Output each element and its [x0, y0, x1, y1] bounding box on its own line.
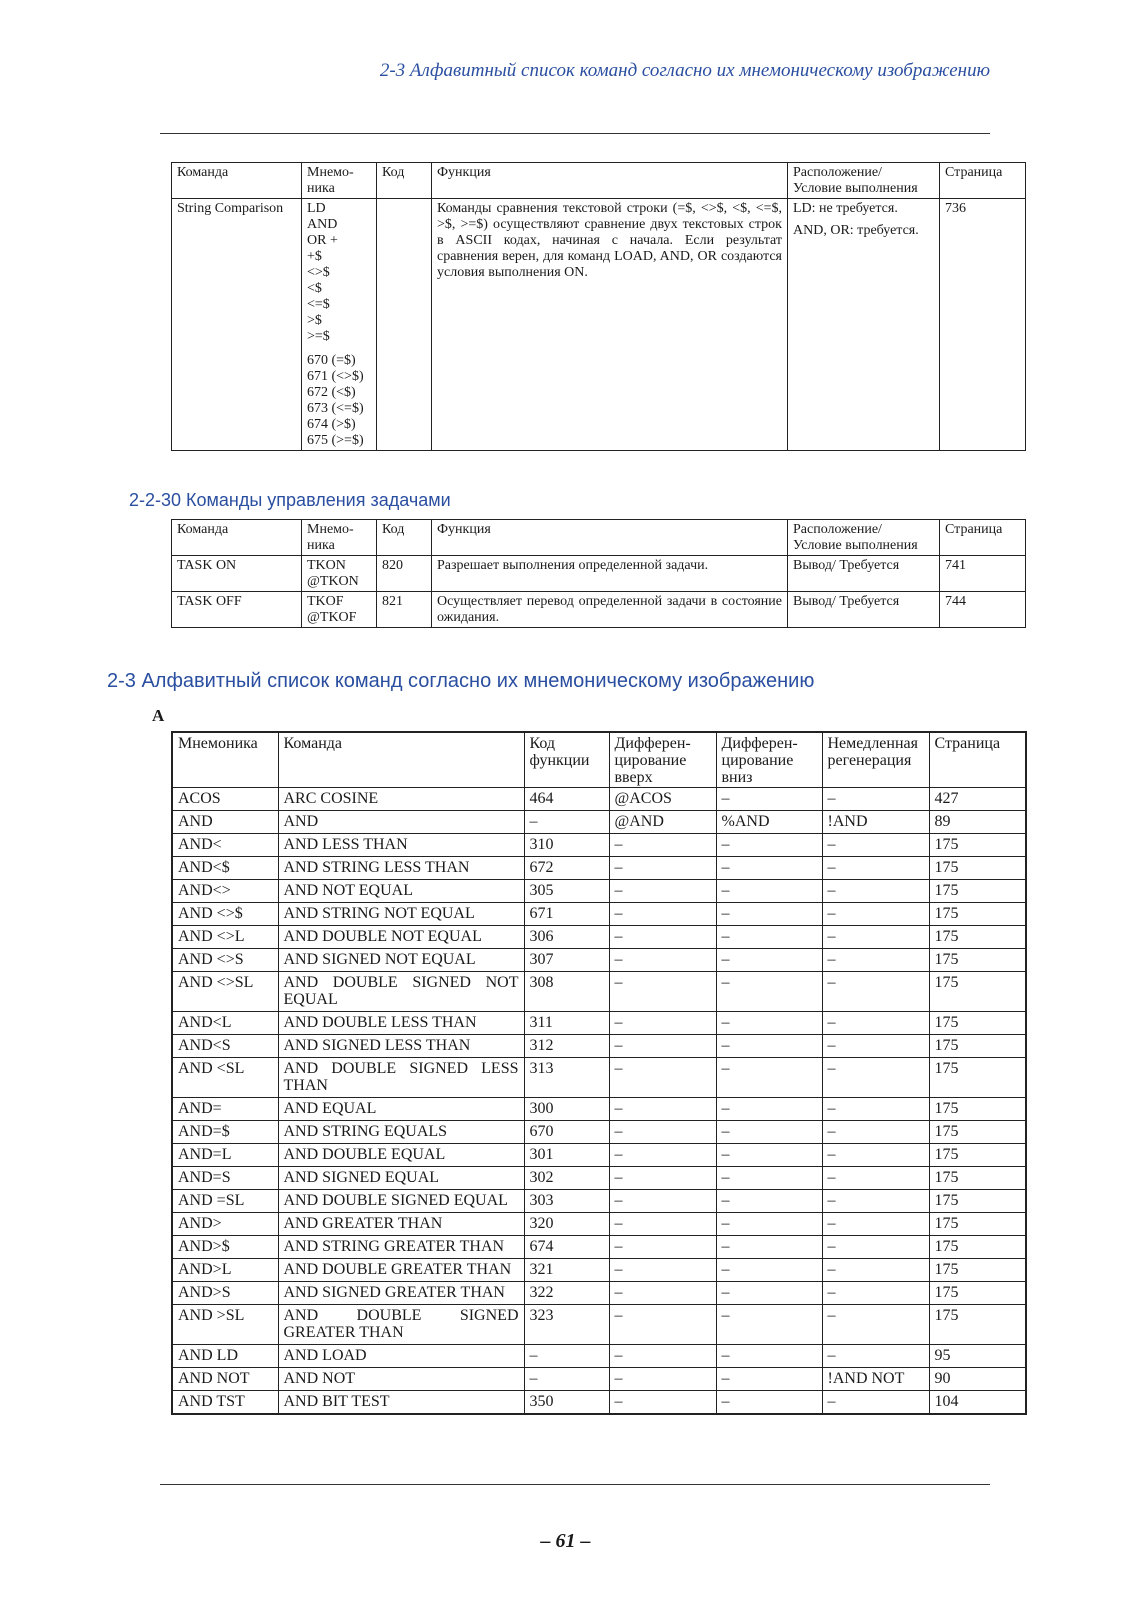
page-cell: 175 [929, 880, 1026, 903]
command-cell: AND LESS THAN [278, 834, 524, 857]
command-cell: AND NOT EQUAL [278, 880, 524, 903]
diff-down-cell: – [716, 1236, 822, 1259]
diff-up-cell: – [609, 1345, 716, 1368]
code-cell: 301 [524, 1144, 609, 1167]
immediate-refresh-cell: – [822, 1144, 929, 1167]
command-cell: AND STRING EQUALS [278, 1121, 524, 1144]
mnemonic-cell: AND<> [172, 880, 278, 903]
code-cell: – [524, 1368, 609, 1391]
code-cell: 321 [524, 1259, 609, 1282]
diff-up-cell: – [609, 1190, 716, 1213]
header-cell: Мнемо-ника [302, 163, 377, 199]
header-cell: Функция [432, 163, 788, 199]
page-cell: 90 [929, 1368, 1026, 1391]
header-cell: Команда [278, 732, 524, 788]
immediate-refresh-cell: – [822, 1345, 929, 1368]
command-cell: AND SIGNED GREATER THAN [278, 1282, 524, 1305]
task-control-table [171, 519, 1026, 628]
mnemonic-item: >=$ [307, 329, 330, 344]
mnemonic-cell: AND=L [172, 1144, 278, 1167]
immediate-refresh-cell: – [822, 1121, 929, 1144]
diff-down-cell: – [716, 1190, 822, 1213]
letter-heading: A [152, 706, 165, 725]
section-title: 2-2-30 Команды управления задачами [129, 490, 451, 510]
page-cell: 175 [929, 1236, 1026, 1259]
mnemonic-item: 674 (>$) [307, 417, 356, 432]
page-cell: 175 [929, 1058, 1026, 1098]
command-cell: AND SIGNED EQUAL [278, 1167, 524, 1190]
header-cell: Немедленная регенерация [822, 732, 929, 788]
command-cell: AND DOUBLE SIGNED EQUAL [278, 1190, 524, 1213]
header-cell: Функция [432, 520, 788, 556]
immediate-refresh-cell: – [822, 788, 929, 811]
mnemonic-item: LD [307, 201, 326, 216]
diff-down-cell: – [716, 1167, 822, 1190]
mnemonic-cell: AND <>L [172, 926, 278, 949]
header-cell: Страница [929, 732, 1026, 788]
page-cell: 741 [940, 556, 1026, 592]
page-cell: 175 [929, 1144, 1026, 1167]
header-cell: Расположение/ Условие выполнения [788, 163, 940, 199]
command-cell: AND BIT TEST [278, 1391, 524, 1414]
code-cell: 313 [524, 1058, 609, 1098]
command-cell: AND EQUAL [278, 1098, 524, 1121]
diff-up-cell: – [609, 1167, 716, 1190]
code-cell: 670 [524, 1121, 609, 1144]
page-cell: 175 [929, 1282, 1026, 1305]
page-cell: 744 [940, 592, 1026, 628]
diff-up-cell: – [609, 857, 716, 880]
running-header: 2-3 Алфавитный список команд согласно их мнемоническому изображению [379, 60, 990, 81]
command-cell: AND SIGNED LESS THAN [278, 1035, 524, 1058]
diff-up-cell: – [609, 903, 716, 926]
diff-up-cell: – [609, 880, 716, 903]
table-row [172, 1213, 1026, 1236]
header-cell: Мнемо-ника [302, 520, 377, 556]
command-cell: AND GREATER THAN [278, 1213, 524, 1236]
diff-down-cell: – [716, 1144, 822, 1167]
immediate-refresh-cell: – [822, 926, 929, 949]
mnemonic-item: 670 (=$) [307, 353, 356, 368]
header-rule [160, 133, 990, 134]
code-cell: 311 [524, 1012, 609, 1035]
page-cell: 175 [929, 1035, 1026, 1058]
command-cell: AND LOAD [278, 1345, 524, 1368]
diff-up-cell: – [609, 1368, 716, 1391]
mnemonic-cell: AND> [172, 1213, 278, 1236]
header-cell: Код [377, 520, 432, 556]
immediate-refresh-cell: – [822, 1236, 929, 1259]
code-cell: 310 [524, 834, 609, 857]
page-cell: 175 [929, 1259, 1026, 1282]
page-cell: 175 [929, 949, 1026, 972]
mnemonic-cell: AND>S [172, 1282, 278, 1305]
location-cell [788, 199, 940, 451]
diff-up-cell: – [609, 972, 716, 1012]
page-cell: 427 [929, 788, 1026, 811]
table-row [172, 556, 1026, 592]
mnemonic-cell: AND=S [172, 1167, 278, 1190]
immediate-refresh-cell: – [822, 1190, 929, 1213]
mnemonic-cell: ACOS [172, 788, 278, 811]
mnemonic-item: 675 (>=$) [307, 433, 364, 448]
immediate-refresh-cell: – [822, 972, 929, 1012]
table-row [172, 949, 1026, 972]
table-row [172, 1098, 1026, 1121]
mnemonic-cell [302, 199, 377, 451]
command-cell: AND DOUBLE NOT EQUAL [278, 926, 524, 949]
immediate-refresh-cell: – [822, 903, 929, 926]
diff-up-cell: – [609, 1098, 716, 1121]
command-cell: AND [278, 811, 524, 834]
page-cell: 175 [929, 1167, 1026, 1190]
command-cell: AND DOUBLE EQUAL [278, 1144, 524, 1167]
diff-down-cell: – [716, 880, 822, 903]
code-cell: 320 [524, 1213, 609, 1236]
header-cell: Команда [172, 520, 302, 556]
page-cell: 736 [940, 199, 1026, 451]
diff-down-cell: – [716, 1259, 822, 1282]
header-cell: Дифферен-цирование вверх [609, 732, 716, 788]
immediate-refresh-cell: – [822, 880, 929, 903]
table-row [172, 926, 1026, 949]
table-header-row [172, 732, 1026, 788]
command-cell: AND DOUBLE SIGNED LESS THAN [278, 1058, 524, 1098]
mnemonic-cell: AND <SL [172, 1058, 278, 1098]
table-row [172, 857, 1026, 880]
mnemonic-cell: AND>$ [172, 1236, 278, 1259]
mnemonic-cell: AND [172, 811, 278, 834]
command-cell: AND DOUBLE LESS THAN [278, 1012, 524, 1035]
diff-up-cell: – [609, 1259, 716, 1282]
mnemonic-cell: AND =SL [172, 1190, 278, 1213]
header-cell: Дифферен-цирование вниз [716, 732, 822, 788]
diff-down-cell: – [716, 972, 822, 1012]
command-cell: AND SIGNED NOT EQUAL [278, 949, 524, 972]
location-cell: Вывод/ Требуется [788, 592, 940, 628]
table-row [172, 592, 1026, 628]
code-cell: 300 [524, 1098, 609, 1121]
alphabetical-command-table [171, 731, 1027, 1415]
diff-up-cell: – [609, 1144, 716, 1167]
diff-down-cell: – [716, 1213, 822, 1236]
mnemonic-cell: AND <>SL [172, 972, 278, 1012]
section-title: 2-3 Алфавитный список команд согласно их мнемоническому изображению [107, 670, 815, 692]
header-cell: Команда [172, 163, 302, 199]
mnemonic-list [307, 201, 371, 345]
diff-up-cell: @ACOS [609, 788, 716, 811]
page-cell: 175 [929, 857, 1026, 880]
table-row [172, 1259, 1026, 1282]
table-row [172, 903, 1026, 926]
code-cell: 323 [524, 1305, 609, 1345]
command-cell: TASK OFF [172, 592, 302, 628]
mnemonic-cell: AND<L [172, 1012, 278, 1035]
table-row [172, 1345, 1026, 1368]
mnemonic-cell: AND LD [172, 1345, 278, 1368]
mnemonic-cell: TKOF @TKOF [302, 592, 377, 628]
diff-down-cell: – [716, 1282, 822, 1305]
immediate-refresh-cell: !AND NOT [822, 1368, 929, 1391]
page-cell: 89 [929, 811, 1026, 834]
code-cell: 672 [524, 857, 609, 880]
code-cell: 820 [377, 556, 432, 592]
diff-down-cell: – [716, 834, 822, 857]
command-cell: AND STRING LESS THAN [278, 857, 524, 880]
diff-up-cell: @AND [609, 811, 716, 834]
mnemonic-cell: AND=$ [172, 1121, 278, 1144]
command-cell: AND DOUBLE GREATER THAN [278, 1259, 524, 1282]
header-cell: Мнемоника [172, 732, 278, 788]
code-cell: 303 [524, 1190, 609, 1213]
table-row [172, 972, 1026, 1012]
table-row [172, 1167, 1026, 1190]
page-cell: 175 [929, 1121, 1026, 1144]
page-number: – 61 – [540, 1530, 591, 1552]
location-cell: Вывод/ Требуется [788, 556, 940, 592]
table-row [172, 1190, 1026, 1213]
mnemonic-cell: AND <>S [172, 949, 278, 972]
table-row [172, 1012, 1026, 1035]
immediate-refresh-cell: – [822, 857, 929, 880]
footer-rule [160, 1484, 990, 1485]
diff-up-cell: – [609, 1121, 716, 1144]
immediate-refresh-cell: – [822, 1391, 929, 1414]
table-row [172, 788, 1026, 811]
command-cell: TASK ON [172, 556, 302, 592]
mnemonic-code-list [307, 353, 371, 449]
table-row [172, 1391, 1026, 1414]
mnemonic-cell: AND>L [172, 1259, 278, 1282]
diff-down-cell: %AND [716, 811, 822, 834]
command-cell: AND DOUBLE SIGNED NOT EQUAL [278, 972, 524, 1012]
page-cell: 175 [929, 834, 1026, 857]
code-cell [377, 199, 432, 451]
code-cell: 671 [524, 903, 609, 926]
page-cell: 175 [929, 1305, 1026, 1345]
diff-up-cell: – [609, 1282, 716, 1305]
diff-down-cell: – [716, 1391, 822, 1414]
code-cell: 322 [524, 1282, 609, 1305]
immediate-refresh-cell: – [822, 1167, 929, 1190]
code-cell: 821 [377, 592, 432, 628]
diff-down-cell: – [716, 1058, 822, 1098]
diff-down-cell: – [716, 903, 822, 926]
header-cell: Страница [940, 520, 1026, 556]
page-cell: 175 [929, 1098, 1026, 1121]
table-header-row [172, 520, 1026, 556]
code-cell: 308 [524, 972, 609, 1012]
table-row [172, 834, 1026, 857]
header-cell: Код [377, 163, 432, 199]
diff-down-cell: – [716, 1098, 822, 1121]
diff-up-cell: – [609, 1012, 716, 1035]
string-comparison-table [171, 162, 1026, 451]
table-row [172, 880, 1026, 903]
location-line: AND, OR: требуется. [793, 223, 919, 238]
diff-up-cell: – [609, 1305, 716, 1345]
function-cell: Разрешает выполнения определенной задачи. [432, 556, 788, 592]
location-line: LD: не требуется. [793, 201, 898, 216]
mnemonic-item: OR + [307, 233, 338, 248]
mnemonic-cell: AND TST [172, 1391, 278, 1414]
code-cell: 350 [524, 1391, 609, 1414]
code-cell: 306 [524, 926, 609, 949]
immediate-refresh-cell: – [822, 949, 929, 972]
command-cell: ARC COSINE [278, 788, 524, 811]
code-cell: 312 [524, 1035, 609, 1058]
table-row [172, 199, 1026, 451]
alphabetical-table-body [172, 788, 1026, 1414]
page-cell: 175 [929, 1012, 1026, 1035]
command-cell: AND STRING GREATER THAN [278, 1236, 524, 1259]
code-cell: – [524, 1345, 609, 1368]
mnemonic-cell: AND >SL [172, 1305, 278, 1345]
diff-down-cell: – [716, 926, 822, 949]
command-cell: AND DOUBLE SIGNED GREATER THAN [278, 1305, 524, 1345]
mnemonic-cell: AND <>$ [172, 903, 278, 926]
table-row [172, 1305, 1026, 1345]
diff-up-cell: – [609, 1213, 716, 1236]
mnemonic-item: 671 (<>$) [307, 369, 364, 384]
code-cell: 674 [524, 1236, 609, 1259]
diff-down-cell: – [716, 788, 822, 811]
diff-up-cell: – [609, 1058, 716, 1098]
immediate-refresh-cell: – [822, 1282, 929, 1305]
table-row [172, 811, 1026, 834]
diff-down-cell: – [716, 1121, 822, 1144]
mnemonic-item: >$ [307, 313, 322, 328]
mnemonic-cell: AND< [172, 834, 278, 857]
mnemonic-cell: TKON @TKON [302, 556, 377, 592]
diff-down-cell: – [716, 1345, 822, 1368]
mnemonic-cell: AND<S [172, 1035, 278, 1058]
code-cell: 305 [524, 880, 609, 903]
mnemonic-cell: AND<$ [172, 857, 278, 880]
mnemonic-item: AND [307, 217, 338, 232]
diff-down-cell: – [716, 1035, 822, 1058]
page-cell: 175 [929, 972, 1026, 1012]
diff-up-cell: – [609, 926, 716, 949]
code-cell: 302 [524, 1167, 609, 1190]
immediate-refresh-cell: – [822, 1035, 929, 1058]
immediate-refresh-cell: – [822, 834, 929, 857]
immediate-refresh-cell: !AND [822, 811, 929, 834]
table-row [172, 1282, 1026, 1305]
mnemonic-item: +$ [307, 249, 322, 264]
page-cell: 175 [929, 1190, 1026, 1213]
mnemonic-cell: AND NOT [172, 1368, 278, 1391]
diff-down-cell: – [716, 857, 822, 880]
table-row [172, 1368, 1026, 1391]
table-row [172, 1035, 1026, 1058]
mnemonic-item: 673 (<=$) [307, 401, 364, 416]
immediate-refresh-cell: – [822, 1058, 929, 1098]
table-header-row [172, 163, 1026, 199]
diff-up-cell: – [609, 834, 716, 857]
function-cell: Команды сравнения текстовой строки (=$, <>$, <$, <=$, >$, >=$) осуществляют сравнение двух текстовых строк в ASCII кодах, начиная с начала. Если результат сравнения верен, для команд LOAD, AND, OR создаются условия выполнения ON. [432, 199, 788, 451]
diff-down-cell: – [716, 1012, 822, 1035]
page-cell: 104 [929, 1391, 1026, 1414]
header-cell: Код функции [524, 732, 609, 788]
mnemonic-item: 672 (<$) [307, 385, 356, 400]
code-cell: 307 [524, 949, 609, 972]
page-cell: 175 [929, 926, 1026, 949]
diff-up-cell: – [609, 1035, 716, 1058]
page-cell: 175 [929, 1213, 1026, 1236]
table-row [172, 1144, 1026, 1167]
mnemonic-item: <>$ [307, 265, 330, 280]
immediate-refresh-cell: – [822, 1213, 929, 1236]
page-cell: 95 [929, 1345, 1026, 1368]
command-cell: AND NOT [278, 1368, 524, 1391]
function-cell: Осуществляет перевод определенной задачи в состояние ожидания. [432, 592, 788, 628]
mnemonic-cell: AND= [172, 1098, 278, 1121]
immediate-refresh-cell: – [822, 1305, 929, 1345]
command-cell: AND STRING NOT EQUAL [278, 903, 524, 926]
mnemonic-item: <$ [307, 281, 322, 296]
table-row [172, 1058, 1026, 1098]
code-cell: – [524, 811, 609, 834]
diff-up-cell: – [609, 949, 716, 972]
header-cell: Страница [940, 163, 1026, 199]
immediate-refresh-cell: – [822, 1259, 929, 1282]
table-row [172, 1236, 1026, 1259]
table-row [172, 1121, 1026, 1144]
page-cell: 175 [929, 903, 1026, 926]
mnemonic-item: <=$ [307, 297, 330, 312]
diff-down-cell: – [716, 1368, 822, 1391]
immediate-refresh-cell: – [822, 1012, 929, 1035]
diff-up-cell: – [609, 1391, 716, 1414]
command-cell: String Comparison [172, 199, 302, 451]
header-cell: Расположение/ Условие выполнения [788, 520, 940, 556]
diff-down-cell: – [716, 949, 822, 972]
diff-up-cell: – [609, 1236, 716, 1259]
diff-down-cell: – [716, 1305, 822, 1345]
immediate-refresh-cell: – [822, 1098, 929, 1121]
code-cell: 464 [524, 788, 609, 811]
